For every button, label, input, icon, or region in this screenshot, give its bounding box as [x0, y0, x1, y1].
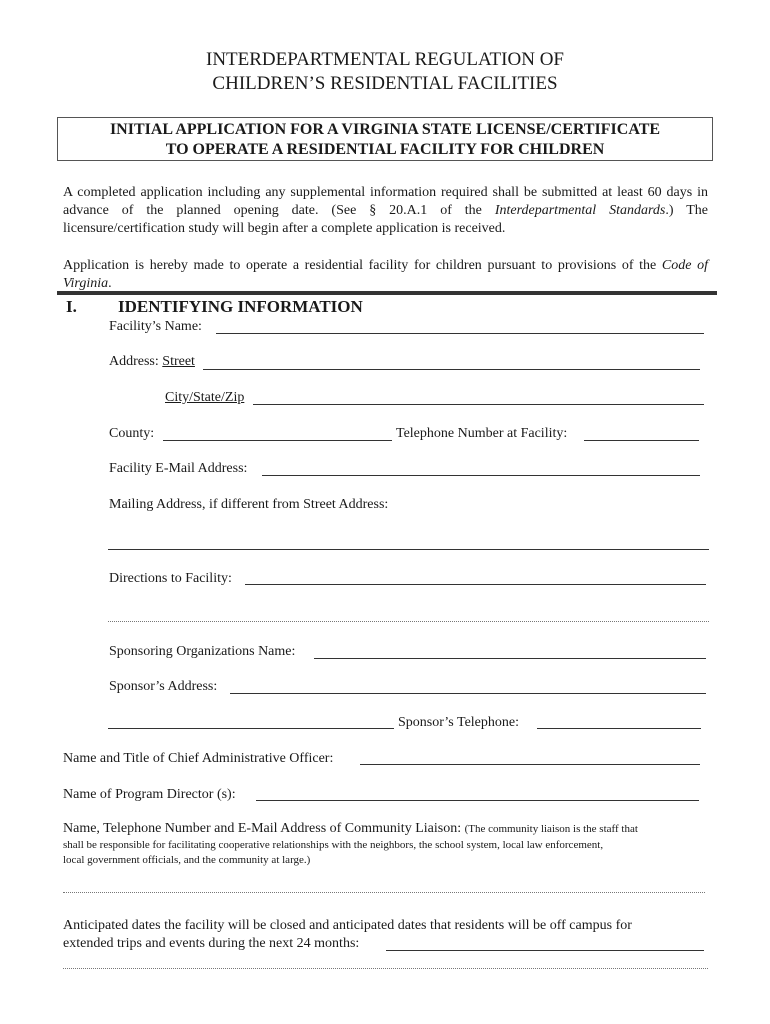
- sponsor-address-field[interactable]: [230, 693, 706, 694]
- email-field[interactable]: [262, 475, 700, 476]
- liaison-note-2: shall be responsible for facilitating cooperative relationships with the neighbors, the school system, local law enforcement,: [63, 839, 604, 851]
- county-field[interactable]: [163, 440, 392, 441]
- street-label: Street: [162, 354, 195, 369]
- form-title-box: [57, 117, 713, 161]
- liaison-note-1: (The community liaison is the staff that: [464, 823, 638, 835]
- mailing-address-label: Mailing Address, if different from Street Address:: [109, 497, 389, 512]
- closed-dates-field[interactable]: [386, 950, 704, 951]
- sponsor-address-label: Sponsor’s Address:: [109, 679, 218, 694]
- directions-field-line-2[interactable]: [108, 621, 709, 622]
- sponsor-org-label: Sponsoring Organizations Name:: [109, 644, 296, 659]
- closed-dates-label-line-2: extended trips and events during the next 24 months:: [63, 936, 360, 951]
- document-title-line-1: INTERDEPARTMENTAL REGULATION OF: [206, 49, 564, 70]
- intro-paragraph: [63, 184, 708, 238]
- closed-dates-field-line-2[interactable]: [63, 968, 708, 969]
- facility-name-label: Facility’s Name:: [109, 319, 202, 334]
- application-statement: [63, 257, 708, 293]
- form-title-line-1: INITIAL APPLICATION FOR A VIRGINIA STATE LICENSE/CERTIFICATE: [109, 121, 661, 138]
- section-number: I.: [66, 297, 77, 316]
- facility-name-field[interactable]: [216, 333, 704, 334]
- liaison-label-text: Name, Telephone Number and E-Mail Address of Community Liaison:: [63, 821, 462, 836]
- county-label: County:: [109, 426, 155, 441]
- sponsor-telephone-field[interactable]: [537, 728, 701, 729]
- telephone-field[interactable]: [584, 440, 699, 441]
- closed-dates-label-line-1: Anticipated dates the facility will be closed and anticipated dates that residents will be off campus for: [63, 918, 632, 933]
- community-liaison-field[interactable]: [63, 892, 705, 893]
- sponsor-org-field[interactable]: [314, 658, 706, 659]
- city-state-zip-label: City/State/Zip: [165, 390, 245, 405]
- document-title-line-2: CHILDREN’S RESIDENTIAL FACILITIES: [212, 73, 558, 94]
- chief-officer-label: Name and Title of Chief Administrative Officer:: [63, 751, 334, 766]
- statement-text-a: Application is hereby made to operate a residential facility for children pursuant to provisions of the: [63, 258, 662, 273]
- section-title: IDENTIFYING INFORMATION: [118, 297, 363, 316]
- section-divider: [57, 291, 717, 295]
- liaison-note-3: local government officials, and the community at large.): [63, 854, 311, 866]
- intro-text-a: A completed application including any supplemental information required shall be submitted at least 60 days in advance of the planned opening date. (See § 20.A.1 of the: [63, 185, 708, 218]
- directions-label: Directions to Facility:: [109, 571, 232, 586]
- intro-standards-ref: Interdepartmental Standards: [494, 203, 666, 218]
- email-label: Facility E-Mail Address:: [109, 461, 248, 476]
- community-liaison-label: [63, 821, 708, 837]
- sponsor-address-field-line-2[interactable]: [108, 728, 394, 729]
- city-state-zip-field[interactable]: [253, 404, 704, 405]
- program-director-field[interactable]: [256, 800, 699, 801]
- code-of-virginia-ref: Code of Virginia: [63, 258, 708, 291]
- directions-field[interactable]: [245, 584, 706, 585]
- intro-text-b: .) The licensure/certification study will begin after a complete application is received.: [63, 203, 708, 236]
- address-label-text: Address:: [109, 354, 159, 369]
- address-label: [109, 353, 195, 371]
- telephone-label: Telephone Number at Facility:: [396, 426, 568, 441]
- statement-text-b: .: [108, 276, 112, 291]
- chief-officer-field[interactable]: [360, 764, 700, 765]
- street-field[interactable]: [203, 369, 700, 370]
- sponsor-telephone-label: Sponsor’s Telephone:: [398, 715, 519, 730]
- form-title-line-2: TO OPERATE A RESIDENTIAL FACILITY FOR CHILDREN: [165, 141, 605, 158]
- mailing-address-field[interactable]: [108, 549, 709, 550]
- program-director-label: Name of Program Director (s):: [63, 787, 236, 802]
